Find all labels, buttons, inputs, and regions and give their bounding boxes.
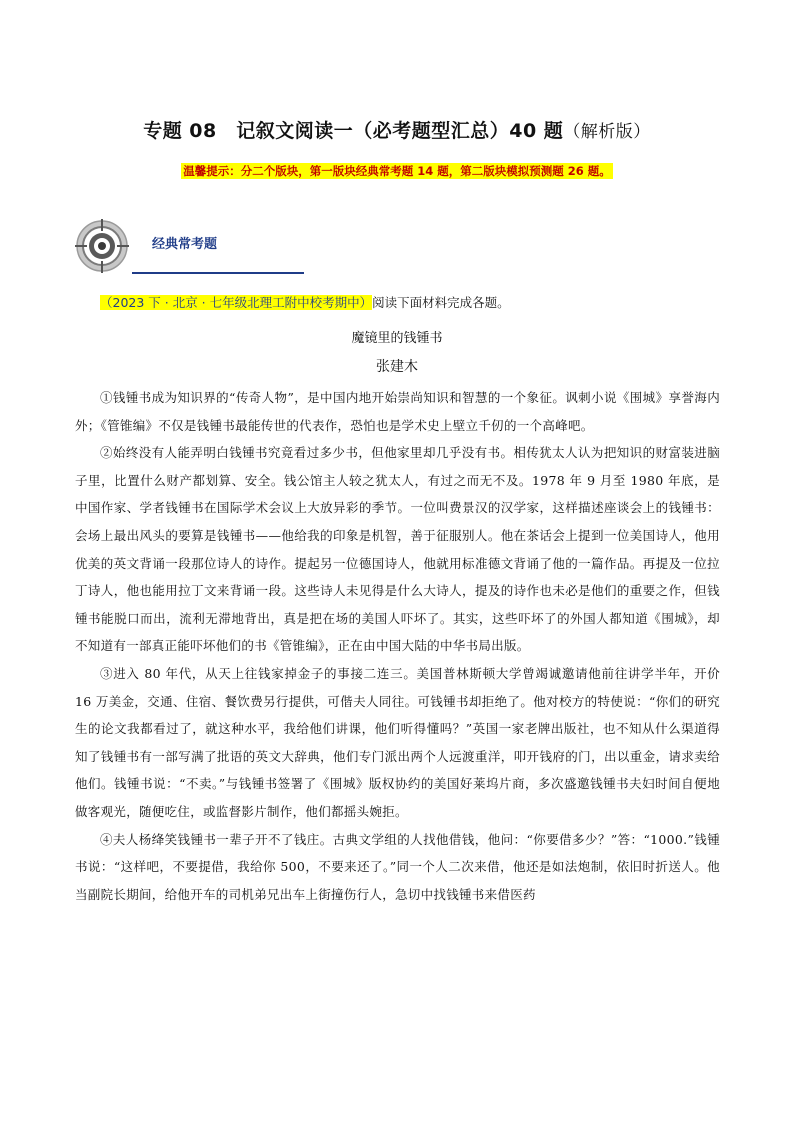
paragraph: ②始终没有人能弄明白钱锺书究竟看过多少书，但他家里却几乎没有书。相传犹太人认为把知识的财富装进脑子里，比置什么财产都划算、安全。钱公馆主人较之犹太人，有过之而无不及。1978 年 9 月至 1980 年底，是中国作家、学者钱锺书在国际学术会议上大放异彩的季节。一位叫费景汉的汉学家，这样描述座谈会上的钱锺书：会场上最出风头的要算是钱锺书——他给我的印象是机智，善于征服别人。他在茶话会上提到一位美国诗人，他用优美的英文背诵一段那位诗人的诗作。提起另一位德国诗人，他就用标准德文背诵了他的一篇作品。再提及一位拉丁诗人，他也能用拉丁文来背诵一段。这些诗人未见得是什么大诗人，提及的诗作也未必是他们的重要之作，但钱锺书能脱口而出，流利无滞地背出，真是把在场的美国人吓坏了。其实，这些吓坏了的外国人都知道《围城》，却不知道有一部真正能吓坏他们的书《管锥编》，正在由中国大陆的中华书局出版。 — [75, 445, 720, 654]
section-label: 经典常考题 — [152, 237, 218, 252]
article-author: 张建木 — [376, 359, 418, 375]
question-source: （2023 下 · 北京 · 七年级北理工附中校考期中） — [100, 295, 373, 310]
section-underline — [132, 272, 304, 274]
page-title — [0, 116, 794, 143]
title-main: 专题 08 记叙文阅读一（必考题型汇总）40 题 — [143, 120, 564, 142]
paragraph: ①钱锺书成为知识界的“传奇人物”，是中国内地开始崇尚知识和智慧的一个象征。讽刺小说《围城》享誉海内外；《管锥编》不仅是钱锺书最能传世的代表作，恐怕也是学术史上壁立千仞的一个高峰吧。 — [75, 390, 720, 433]
paragraph: ③进入 80 年代，从天上往钱家掉金子的事接二连三。美国普林斯顿大学曾竭诚邀请他前往讲学半年，开价 16 万美金，交通、住宿、餐饮费另行提供，可偕夫人同往。可钱锺书却拒绝了。他对校方的特使说：“你们的研究生的论文我都看过了，就这种水平，我给他们讲课，他们听得懂吗？”英国一家老牌出版社，也不知从什么渠道得知了钱锺书有一部写满了批语的英文大辞典，他们专门派出两个人远渡重洋，叩开钱府的门，出以重金，请求卖给他们。钱锺书说：“不卖。”与钱锺书签署了《围城》版权协约的美国好莱坞片商，多次盛邀钱锺书夫妇时间自便地做客观光，随便吃住，或监督影片制作，他们都摇头婉拒。 — [75, 665, 720, 819]
article-title: 魔镜里的钱锺书 — [351, 331, 443, 346]
paragraph: ④夫人杨绛笑钱锺书一辈子开不了钱庄。古典文学组的人找他借钱，他问：“你要借多少？”答：“1000.”钱锺书说：“这样吧，不要提借，我给你 500，不要来还了。”同一个人二次来借，他还是如法炮制，依旧时折送人。他当副院长期间，给他开车的司机弟兄出车上街撞伤行人，急切中找钱锺书来借医药 — [75, 831, 720, 902]
tip-banner — [0, 160, 794, 179]
target-icon — [75, 219, 129, 273]
question-instruction: 阅读下面材料完成各题。 — [372, 295, 510, 310]
section-header — [70, 216, 270, 276]
article-body — [75, 384, 720, 908]
title-suffix: （解析版） — [563, 122, 651, 142]
question-source-line — [100, 293, 510, 311]
tip-text: 温馨提示：分二个版块，第一版块经典常考题 14 题，第二版块模拟预测题 26 题。 — [183, 164, 611, 178]
